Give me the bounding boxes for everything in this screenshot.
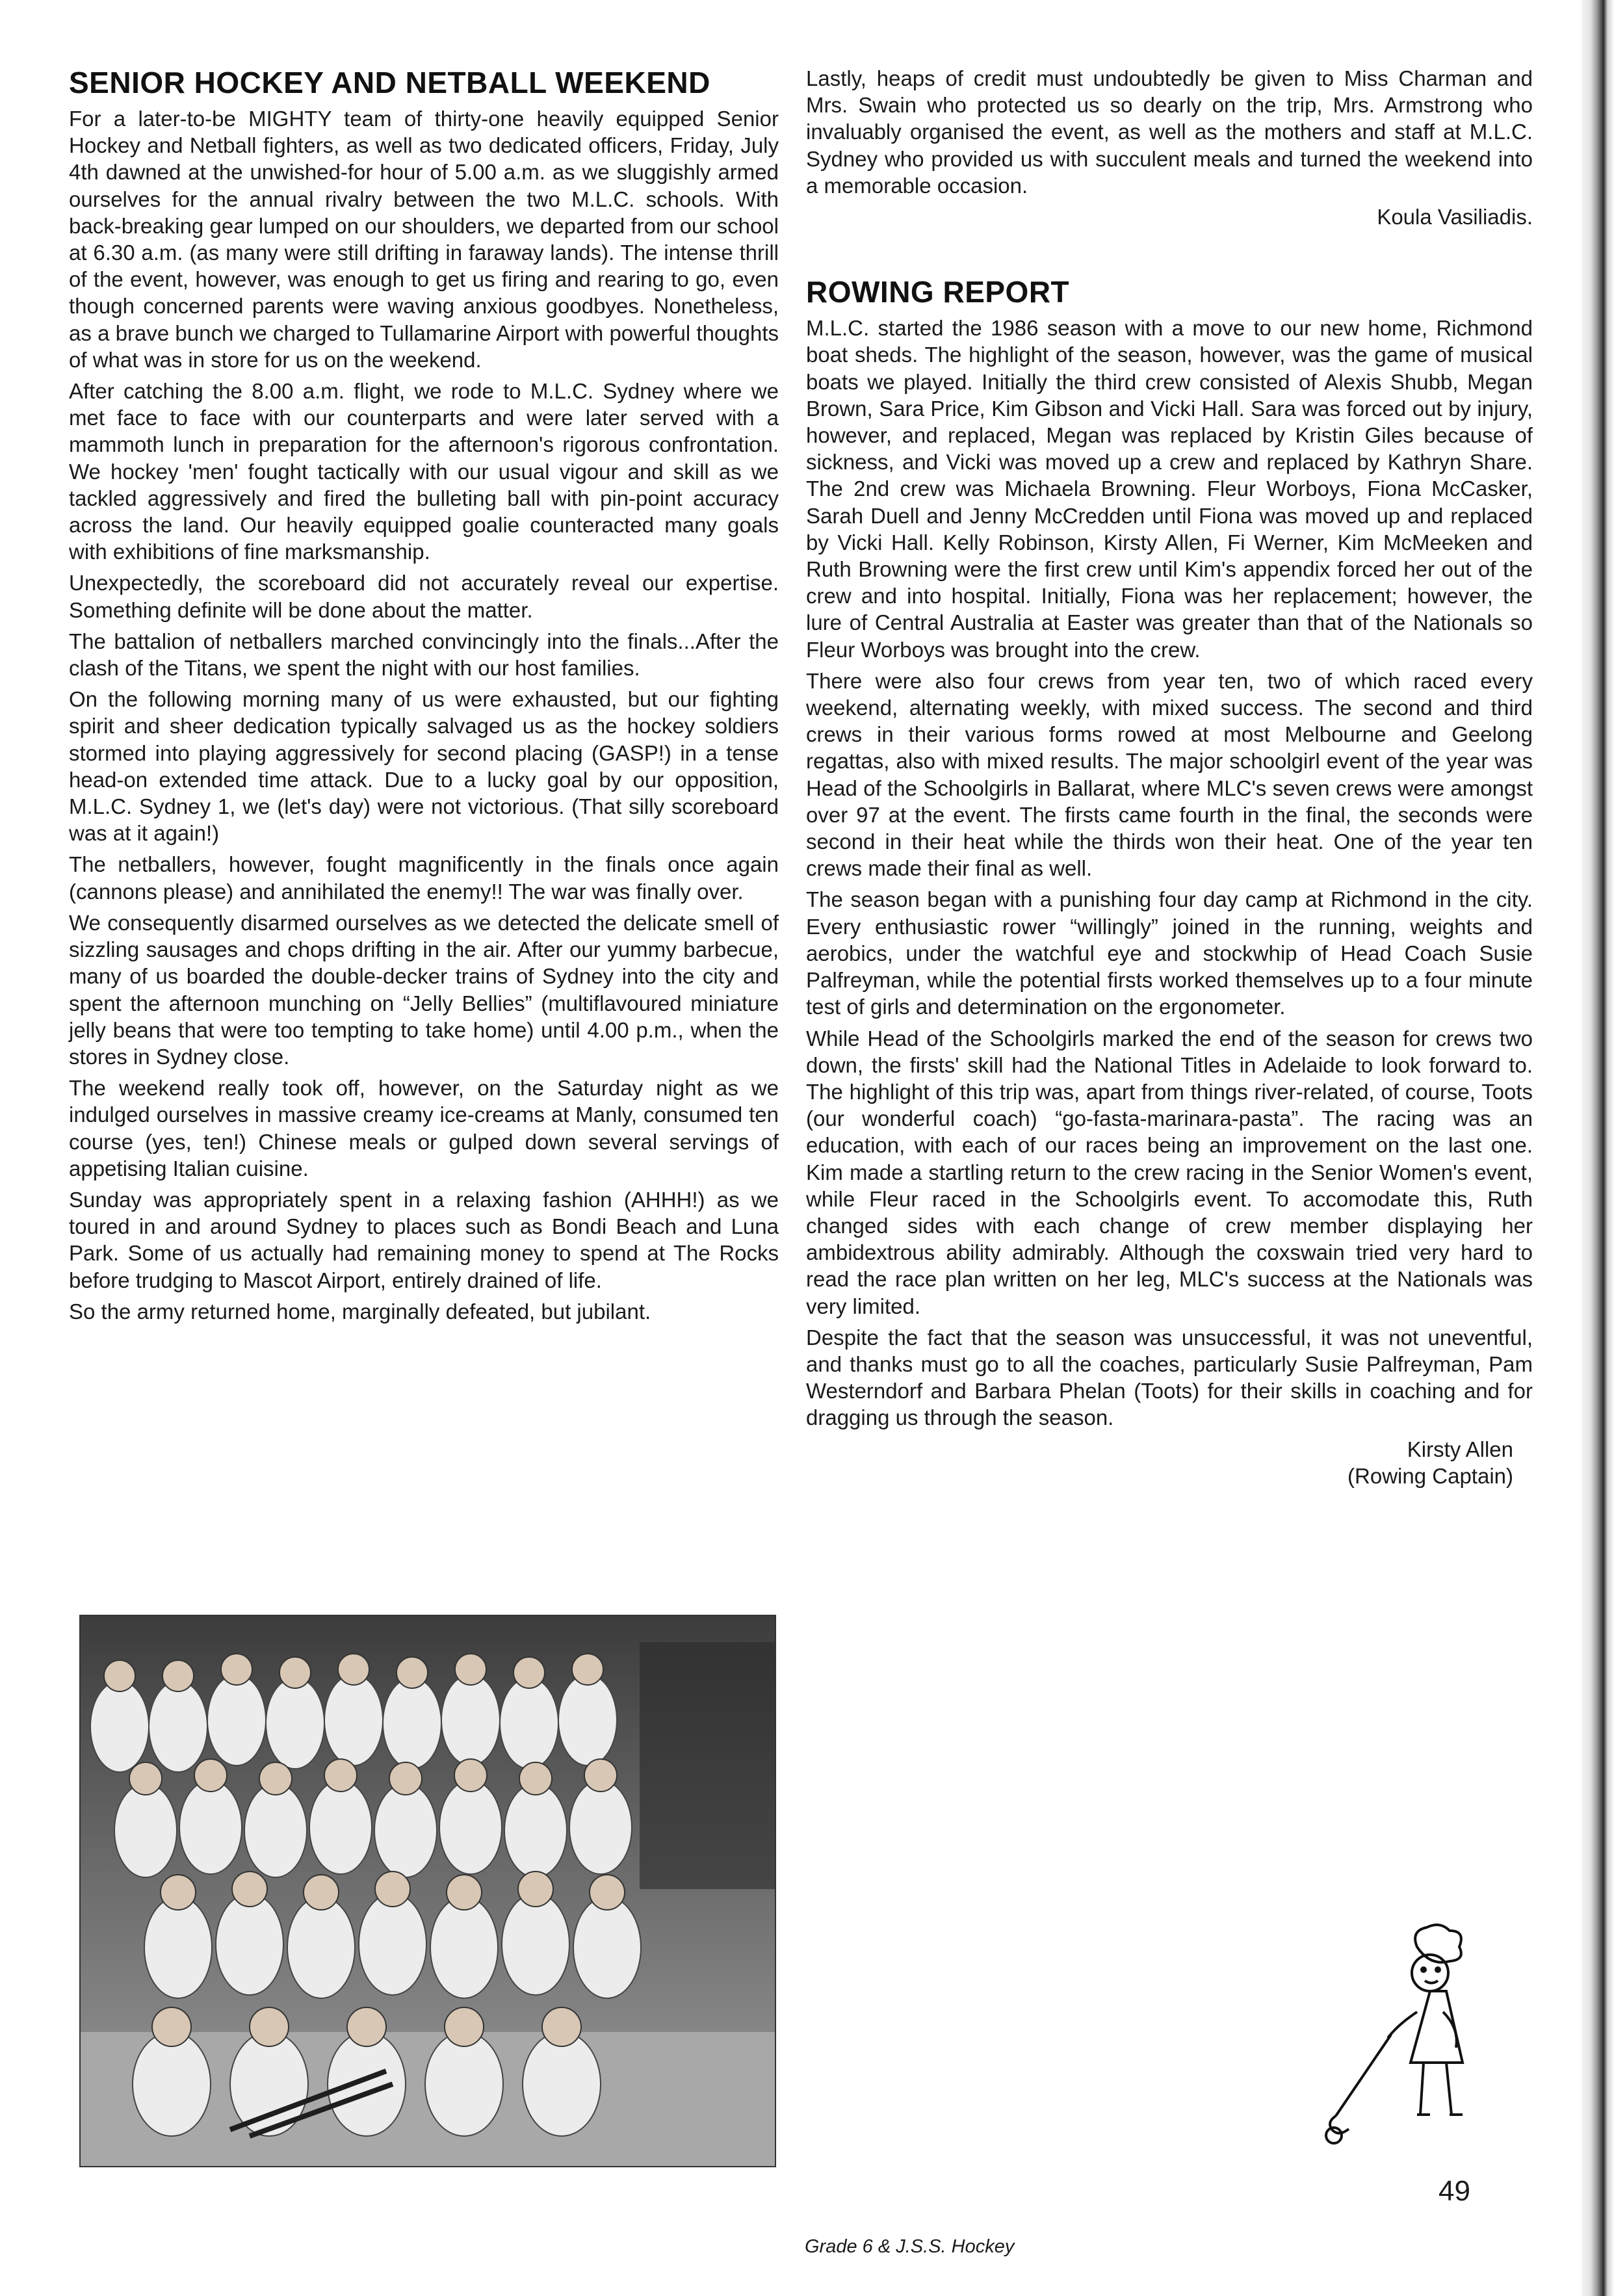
left-column bbox=[69, 65, 779, 1329]
hockey-paragraph: We consequently disarmed ourselves as we detected the delicate smell of sizzling sausages and chops drifting in the air. After our yummy barbecue, many of us boarded the double-decker trains of Sydney into the city and spent the afternoon munching on “Jelly Bellies” (multiflavoured miniature jelly beans that were too tempting to take home) until 4.00 p.m., when the stores in Sydney close. bbox=[69, 910, 779, 1069]
hockey-article-title: SENIOR HOCKEY AND NETBALL WEEKEND bbox=[69, 66, 710, 99]
team-photo bbox=[79, 1615, 776, 2167]
page-number: 49 bbox=[1438, 2175, 1470, 2207]
photo-caption: Grade 6 & J.S.S. Hockey bbox=[805, 2236, 1015, 2257]
rowing-paragraph: Despite the fact that the season was unsuccessful, it was not uneventful, and thanks must go to all the coaches, particularly Susie Palfreyman, Pam Westerndorf and Barbara Phelan (Toots) for their skills in coaching and for dragging us through the season. bbox=[806, 1325, 1533, 1430]
hockey-paragraph: On the following morning many of us were exhausted, but our fighting spirit and sheer dedication typically salvaged us as the hockey soldiers stormed into playing aggressively for second placing (GASP!) in a tense head-on extended time attack. Due to a lucky goal by our opposition, M.L.C. Sydney 1, we (let's day) were not victorious. (That silly scoreboard was at it again!) bbox=[69, 687, 779, 846]
rowing-paragraph: M.L.C. started the 1986 season with a move to our new home, Richmond boat sheds. The highlight of the season, however, was the game of musical boats we played. Initially the third crew consisted of Alexis Shubb, Megan Brown, Sara Price, Kim Gibson and Vicki Hall. Sara was forced out by injury, however, and replaced, Megan was replaced by Kristin Giles because of sickness, and Vicki was moved up a crew and replaced by Kathryn Share. The 2nd crew was Michaela Browning. Fleur Worboys, Fiona McCasker, Sarah Duell and Jenny McCredden until Fiona was moved up and replaced by Vicki Hall. Kelly Robinson, Kirsty Allen, Fi Werner, Kim McMeeken and Ruth Browning were the first crew until Kim's appendix forced her out of the crew and into hospital. Initially, Fiona was her replacement; however, the lure of Central Australia at Easter was greater than that of the Nationals so Fleur Worboys was brought into the crew. bbox=[806, 316, 1533, 662]
rowing-author-role: (Rowing Captain) bbox=[1347, 1463, 1513, 1488]
rowing-paragraph: The season began with a punishing four day camp at Richmond in the city. Every enthusiastic rower “willingly” joined in the running, weights and aerobics, under the watchful eye and stockwhip of Head Coach Susie Palfreyman, while the potential firsts worked themselves up to a four minute test of girls and determination on the ergonometer. bbox=[806, 887, 1533, 1019]
rowing-article-title: ROWING REPORT bbox=[806, 275, 1070, 309]
rowing-paragraph: There were also four crews from year ten, two of which raced every weekend, alternating weekly, with mixed success. The second and third crews in their various forms rowed at most Melbourne and Geelong regattas, also with mixed results. The major schoolgirl event of the year was Head of the Schoolgirls in Ballarat, where MLC's seven crews were amongst over 97 at the event. The firsts came fourth in the final, the seconds were second in their heat while the thirds won their heat. One of the year ten crews made their final as well. bbox=[806, 668, 1533, 881]
right-column bbox=[806, 65, 1533, 1489]
hockey-paragraph: The weekend really took off, however, on the Saturday night as we indulged ourselves in massive creamy ice-creams at Manly, consumed ten course (yes, ten!) Chinese meals or gulped down several servings of appetising Italian cuisine. bbox=[69, 1076, 779, 1181]
hockey-paragraph: The netballers, however, fought magnificently in the finals once again (cannons please) and annihilated the enemy!! The war was finally over. bbox=[69, 852, 779, 904]
hockey-paragraph: So the army returned home, marginally defeated, but jubilant. bbox=[69, 1299, 651, 1324]
hockey-paragraph: For a later-to-be MIGHTY team of thirty-one heavily equipped Senior Hockey and Netball fighters, as well as two dedicated officers, Friday, July 4th dawned at the unwished-for hour of 5.00 a.m. as we sluggishly armed ourselves for the annual rivalry between the two M.L.C. schools. With back-breaking gear lumped on our shoulders, we departed from our school at 6.30 a.m. (as many were still drifting in faraway lands). The intense thrill of the event, however, was enough to get us firing and rearing to go, even though concerned parents were waving anxious goodbyes. Nonetheless, as a brave bunch we charged to Tullamarine Airport with powerful thoughts of what was in store for us on the weekend. bbox=[69, 107, 779, 372]
rowing-paragraph: While Head of the Schoolgirls marked the end of the season for crews two down, the firsts' skill had the National Titles in Adelaide to look forward to. The highlight of this trip was, apart from things river-related, of course, Toots (our wonderful coach) “go-fasta-marinara-pasta”. The racing was an education, with each of our races being an improvement on the last one. Kim made a startling return to the crew racing in the Senior Women's event, while Fleur raced in the Schoolgirls event. To accomodate this, Ruth changed sides with each change of crew member displaying her ambidextrous ability admirably. Although the coxswain tried very hard to read the race plan written on her leg, MLC's success at the Nationals was very limited. bbox=[806, 1026, 1533, 1318]
hockey-player-drawing bbox=[1320, 1921, 1502, 2148]
rowing-signature bbox=[806, 1436, 1513, 1489]
hockey-paragraph-continued: Lastly, heaps of credit must undoubtedly be given to Miss Charman and Mrs. Swain who protected us so dearly on the trip, Mrs. Armstrong who invaluably organised the event, as well as the mothers and staff at M.L.C. Sydney who provided us with succulent meals and turned the weekend into a memorable occasion. bbox=[806, 66, 1533, 198]
rowing-author-name: Kirsty Allen bbox=[1407, 1437, 1513, 1461]
hockey-paragraph: Sunday was appropriately spent in a relaxing fashion (AHHH!) as we toured in and around Sydney to places such as Bondi Beach and Luna Park. Some of us actually had remaining money to spend at The Rocks before trudging to Mascot Airport, entirely drained of life. bbox=[69, 1187, 779, 1292]
hockey-paragraph: After catching the 8.00 a.m. flight, we rode to M.L.C. Sydney where we met face to face with our counterparts and were later served with a mammoth lunch in preparation for the afternoon's rigorous confrontation. We hockey 'men' fought tactically with our usual vigour and skill as we tackled aggressively and fired the bulleting ball with pin-point accuracy across the land. Our heavily equipped goalie counteracted many goals with exhibitions of fine marksmanship. bbox=[69, 379, 779, 564]
hockey-paragraph: The battalion of netballers marched convincingly into the finals...After the clash of the Titans, we spent the night with our host families. bbox=[69, 629, 779, 681]
page-binding-edge bbox=[1581, 0, 1614, 2296]
hockey-paragraph: Unexpectedly, the scoreboard did not accurately reveal our expertise. Something definite will be done about the matter. bbox=[69, 571, 779, 622]
hockey-author: Koula Vasiliadis. bbox=[1377, 205, 1533, 229]
